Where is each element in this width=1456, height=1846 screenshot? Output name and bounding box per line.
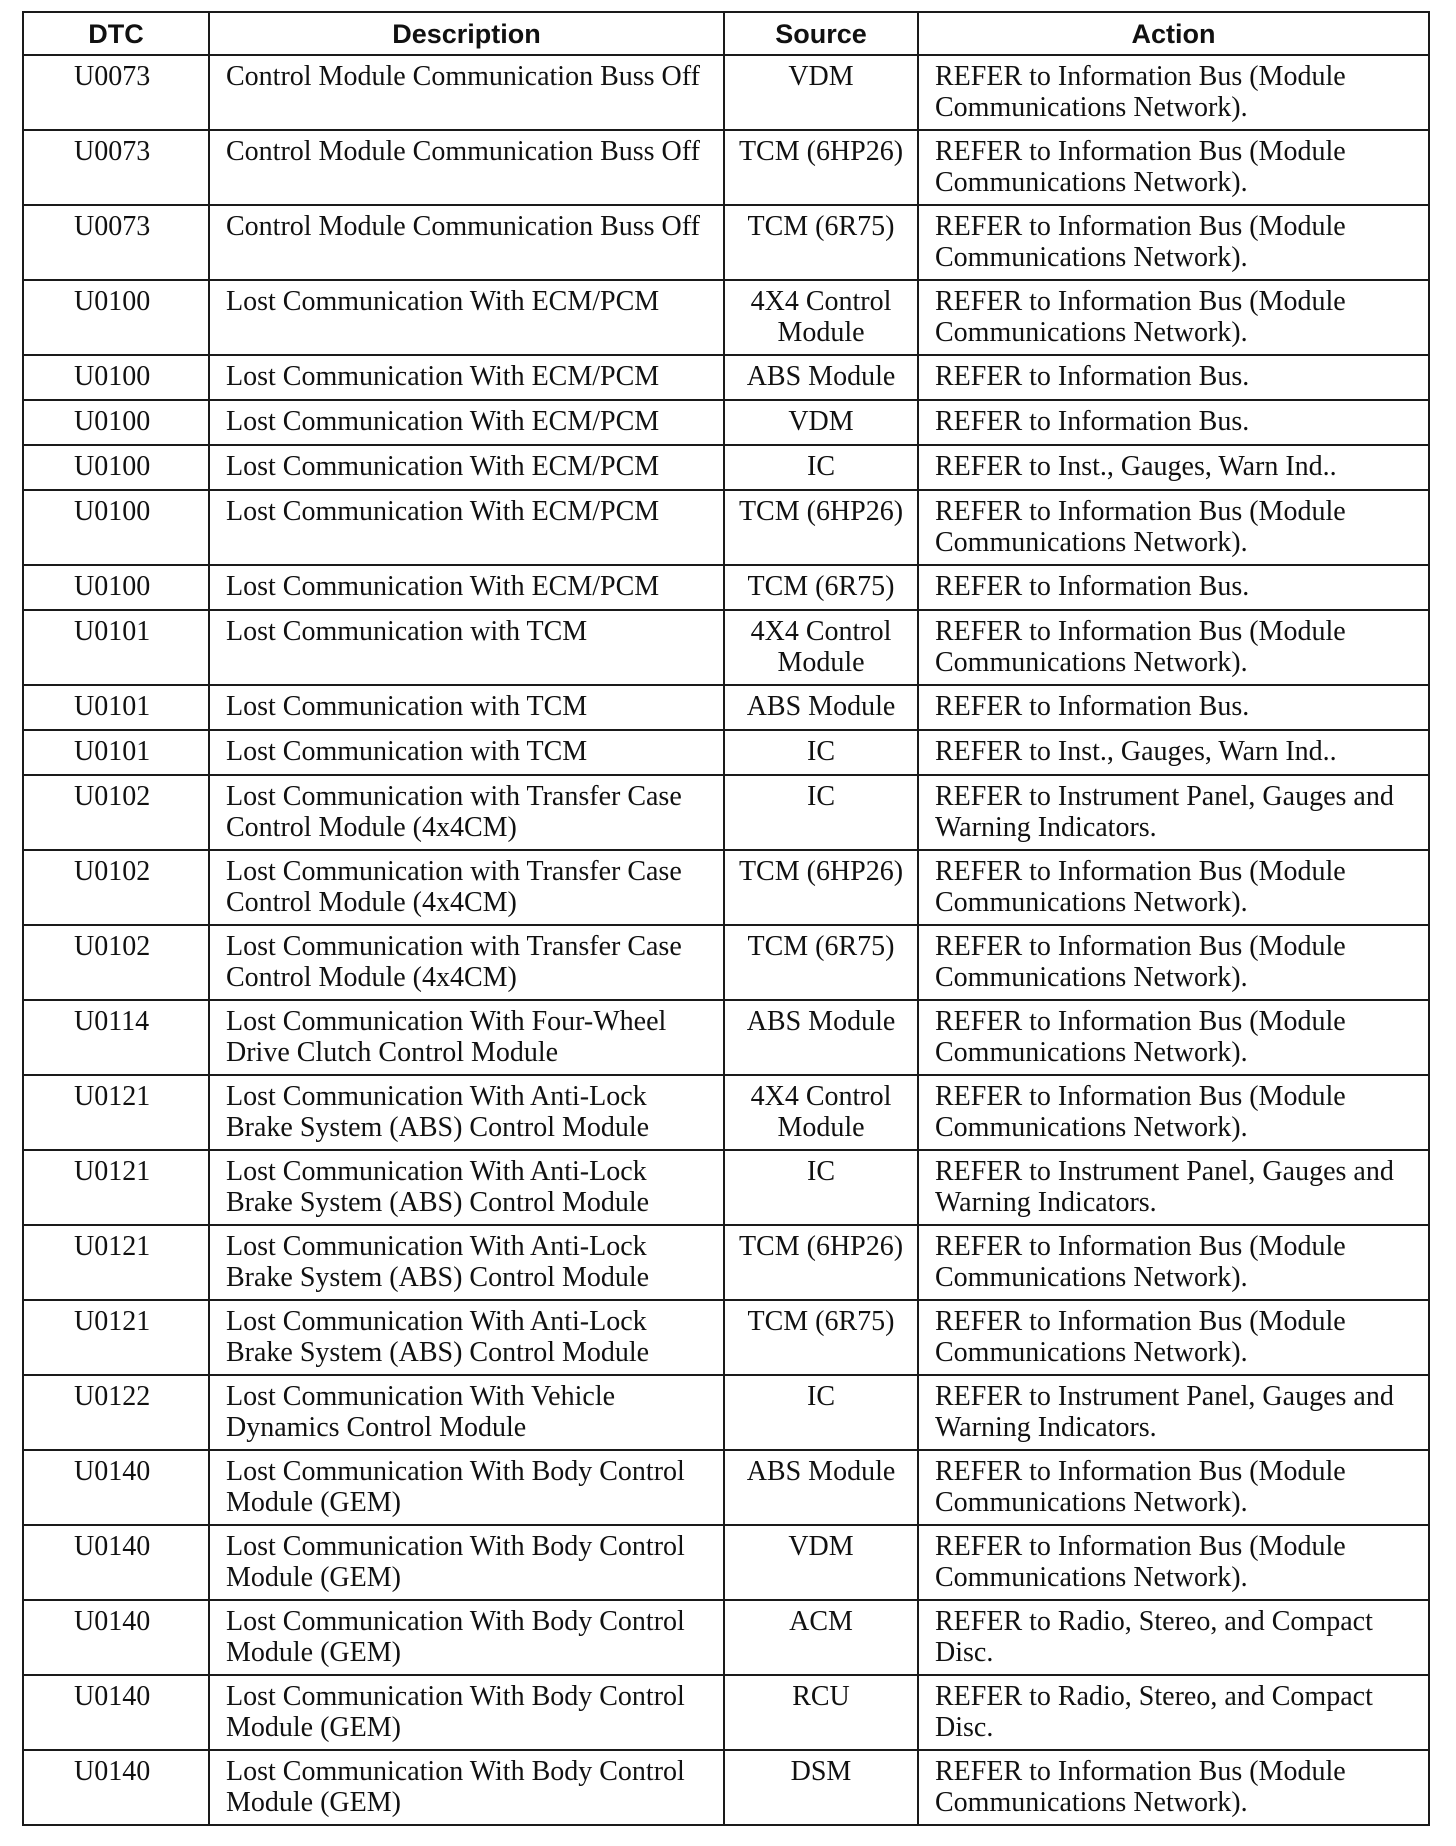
- cell-source: VDM: [724, 400, 918, 445]
- cell-source: TCM (6R75): [724, 1300, 918, 1375]
- cell-description: Lost Communication With ECM/PCM: [209, 400, 724, 445]
- cell-action: REFER to Inst., Gauges, Warn Ind..: [918, 445, 1429, 490]
- cell-source: ABS Module: [724, 1450, 918, 1525]
- table-row: [23, 490, 1429, 565]
- cell-description: Lost Communication with TCM: [209, 685, 724, 730]
- cell-action: REFER to Information Bus (Module Communications Network).: [918, 1525, 1429, 1600]
- cell-description: Lost Communication with Transfer Case Control Module (4x4CM): [209, 850, 724, 925]
- cell-action: REFER to Information Bus (Module Communications Network).: [918, 610, 1429, 685]
- table-row: [23, 280, 1429, 355]
- cell-description: Lost Communication With Body Control Module (GEM): [209, 1450, 724, 1525]
- header-dtc: DTC: [23, 12, 209, 55]
- cell-description: Control Module Communication Buss Off: [209, 55, 724, 130]
- cell-dtc: U0140: [23, 1675, 209, 1750]
- cell-description: Lost Communication With ECM/PCM: [209, 445, 724, 490]
- header-row: [23, 12, 1429, 55]
- cell-source: RCU: [724, 1675, 918, 1750]
- cell-action: REFER to Information Bus (Module Communications Network).: [918, 130, 1429, 205]
- cell-source: IC: [724, 1375, 918, 1450]
- cell-dtc: U0073: [23, 55, 209, 130]
- cell-action: REFER to Radio, Stereo, and Compact Disc.: [918, 1600, 1429, 1675]
- cell-action: REFER to Information Bus (Module Communications Network).: [918, 1300, 1429, 1375]
- table-row: [23, 1675, 1429, 1750]
- table-row: [23, 445, 1429, 490]
- cell-source: 4X4 Control Module: [724, 1075, 918, 1150]
- cell-dtc: U0073: [23, 130, 209, 205]
- cell-action: REFER to Information Bus (Module Communications Network).: [918, 1750, 1429, 1825]
- cell-description: Lost Communication With Four-Wheel Drive Clutch Control Module: [209, 1000, 724, 1075]
- table-row: [23, 775, 1429, 850]
- table-header: [23, 12, 1429, 55]
- cell-dtc: U0121: [23, 1300, 209, 1375]
- table-row: [23, 610, 1429, 685]
- table-row: [23, 55, 1429, 130]
- cell-action: REFER to Information Bus (Module Communications Network).: [918, 55, 1429, 130]
- cell-source: TCM (6HP26): [724, 850, 918, 925]
- cell-description: Lost Communication With Anti-Lock Brake System (ABS) Control Module: [209, 1075, 724, 1150]
- cell-description: Lost Communication With Body Control Module (GEM): [209, 1525, 724, 1600]
- cell-source: ABS Module: [724, 685, 918, 730]
- cell-dtc: U0100: [23, 565, 209, 610]
- table-row: [23, 1450, 1429, 1525]
- cell-dtc: U0140: [23, 1450, 209, 1525]
- table-row: [23, 1000, 1429, 1075]
- cell-dtc: U0102: [23, 850, 209, 925]
- cell-action: REFER to Information Bus.: [918, 355, 1429, 400]
- cell-source: ABS Module: [724, 1000, 918, 1075]
- cell-source: TCM (6HP26): [724, 490, 918, 565]
- table-row: [23, 1525, 1429, 1600]
- cell-source: ABS Module: [724, 355, 918, 400]
- cell-action: REFER to Information Bus (Module Communications Network).: [918, 925, 1429, 1000]
- cell-source: 4X4 Control Module: [724, 610, 918, 685]
- cell-action: REFER to Inst., Gauges, Warn Ind..: [918, 730, 1429, 775]
- cell-dtc: U0100: [23, 445, 209, 490]
- cell-action: REFER to Information Bus (Module Communications Network).: [918, 1450, 1429, 1525]
- cell-description: Lost Communication With Anti-Lock Brake System (ABS) Control Module: [209, 1225, 724, 1300]
- cell-dtc: U0114: [23, 1000, 209, 1075]
- cell-dtc: U0100: [23, 355, 209, 400]
- cell-source: VDM: [724, 1525, 918, 1600]
- cell-action: REFER to Instrument Panel, Gauges and Warning Indicators.: [918, 1150, 1429, 1225]
- cell-dtc: U0100: [23, 280, 209, 355]
- cell-action: REFER to Information Bus (Module Communications Network).: [918, 1000, 1429, 1075]
- cell-description: Lost Communication with TCM: [209, 610, 724, 685]
- cell-dtc: U0073: [23, 205, 209, 280]
- cell-source: TCM (6HP26): [724, 130, 918, 205]
- cell-dtc: U0140: [23, 1600, 209, 1675]
- table-row: [23, 355, 1429, 400]
- table-row: [23, 1075, 1429, 1150]
- cell-source: DSM: [724, 1750, 918, 1825]
- table-row: [23, 925, 1429, 1000]
- cell-dtc: U0140: [23, 1525, 209, 1600]
- cell-dtc: U0101: [23, 730, 209, 775]
- cell-source: IC: [724, 775, 918, 850]
- cell-description: Lost Communication With ECM/PCM: [209, 280, 724, 355]
- cell-dtc: U0101: [23, 610, 209, 685]
- cell-source: VDM: [724, 55, 918, 130]
- cell-action: REFER to Information Bus (Module Communications Network).: [918, 850, 1429, 925]
- cell-description: Lost Communication With ECM/PCM: [209, 565, 724, 610]
- cell-description: Lost Communication With ECM/PCM: [209, 490, 724, 565]
- header-description: Description: [209, 12, 724, 55]
- cell-source: TCM (6R75): [724, 565, 918, 610]
- cell-dtc: U0121: [23, 1225, 209, 1300]
- cell-source: IC: [724, 730, 918, 775]
- cell-dtc: U0100: [23, 490, 209, 565]
- cell-action: REFER to Information Bus (Module Communications Network).: [918, 1225, 1429, 1300]
- cell-source: TCM (6R75): [724, 205, 918, 280]
- cell-action: REFER to Instrument Panel, Gauges and Warning Indicators.: [918, 1375, 1429, 1450]
- table-row: [23, 1750, 1429, 1825]
- cell-description: Lost Communication With Body Control Module (GEM): [209, 1675, 724, 1750]
- table-row: [23, 1225, 1429, 1300]
- cell-dtc: U0102: [23, 775, 209, 850]
- cell-dtc: U0122: [23, 1375, 209, 1450]
- cell-source: IC: [724, 445, 918, 490]
- cell-description: Control Module Communication Buss Off: [209, 130, 724, 205]
- cell-description: Lost Communication With Body Control Module (GEM): [209, 1750, 724, 1825]
- cell-action: REFER to Information Bus (Module Communications Network).: [918, 490, 1429, 565]
- cell-description: Lost Communication with Transfer Case Control Module (4x4CM): [209, 775, 724, 850]
- cell-source: TCM (6HP26): [724, 1225, 918, 1300]
- header-source: Source: [724, 12, 918, 55]
- table-row: [23, 1150, 1429, 1225]
- table-row: [23, 565, 1429, 610]
- cell-dtc: U0102: [23, 925, 209, 1000]
- cell-action: REFER to Information Bus.: [918, 685, 1429, 730]
- cell-action: REFER to Information Bus (Module Communications Network).: [918, 1075, 1429, 1150]
- table-row: [23, 730, 1429, 775]
- cell-description: Lost Communication with TCM: [209, 730, 724, 775]
- cell-dtc: U0100: [23, 400, 209, 445]
- cell-source: ACM: [724, 1600, 918, 1675]
- table-row: [23, 1375, 1429, 1450]
- table-row: [23, 205, 1429, 280]
- table-row: [23, 850, 1429, 925]
- table-row: [23, 685, 1429, 730]
- cell-description: Lost Communication With Anti-Lock Brake System (ABS) Control Module: [209, 1300, 724, 1375]
- cell-dtc: U0121: [23, 1075, 209, 1150]
- cell-description: Lost Communication with Transfer Case Control Module (4x4CM): [209, 925, 724, 1000]
- cell-source: TCM (6R75): [724, 925, 918, 1000]
- table-row: [23, 1300, 1429, 1375]
- cell-action: REFER to Information Bus (Module Communications Network).: [918, 205, 1429, 280]
- cell-dtc: U0101: [23, 685, 209, 730]
- cell-description: Lost Communication With Anti-Lock Brake System (ABS) Control Module: [209, 1150, 724, 1225]
- dtc-table: [22, 11, 1430, 1826]
- cell-action: REFER to Information Bus (Module Communications Network).: [918, 280, 1429, 355]
- cell-dtc: U0121: [23, 1150, 209, 1225]
- cell-source: 4X4 Control Module: [724, 280, 918, 355]
- cell-dtc: U0140: [23, 1750, 209, 1825]
- cell-description: Lost Communication With Body Control Module (GEM): [209, 1600, 724, 1675]
- cell-description: Lost Communication With ECM/PCM: [209, 355, 724, 400]
- cell-description: Lost Communication With Vehicle Dynamics Control Module: [209, 1375, 724, 1450]
- cell-action: REFER to Radio, Stereo, and Compact Disc.: [918, 1675, 1429, 1750]
- table-row: [23, 400, 1429, 445]
- table-row: [23, 130, 1429, 205]
- cell-action: REFER to Information Bus.: [918, 400, 1429, 445]
- cell-source: IC: [724, 1150, 918, 1225]
- header-action: Action: [918, 12, 1429, 55]
- cell-description: Control Module Communication Buss Off: [209, 205, 724, 280]
- table-row: [23, 1600, 1429, 1675]
- table-body: [23, 55, 1429, 1825]
- cell-action: REFER to Instrument Panel, Gauges and Warning Indicators.: [918, 775, 1429, 850]
- cell-action: REFER to Information Bus.: [918, 565, 1429, 610]
